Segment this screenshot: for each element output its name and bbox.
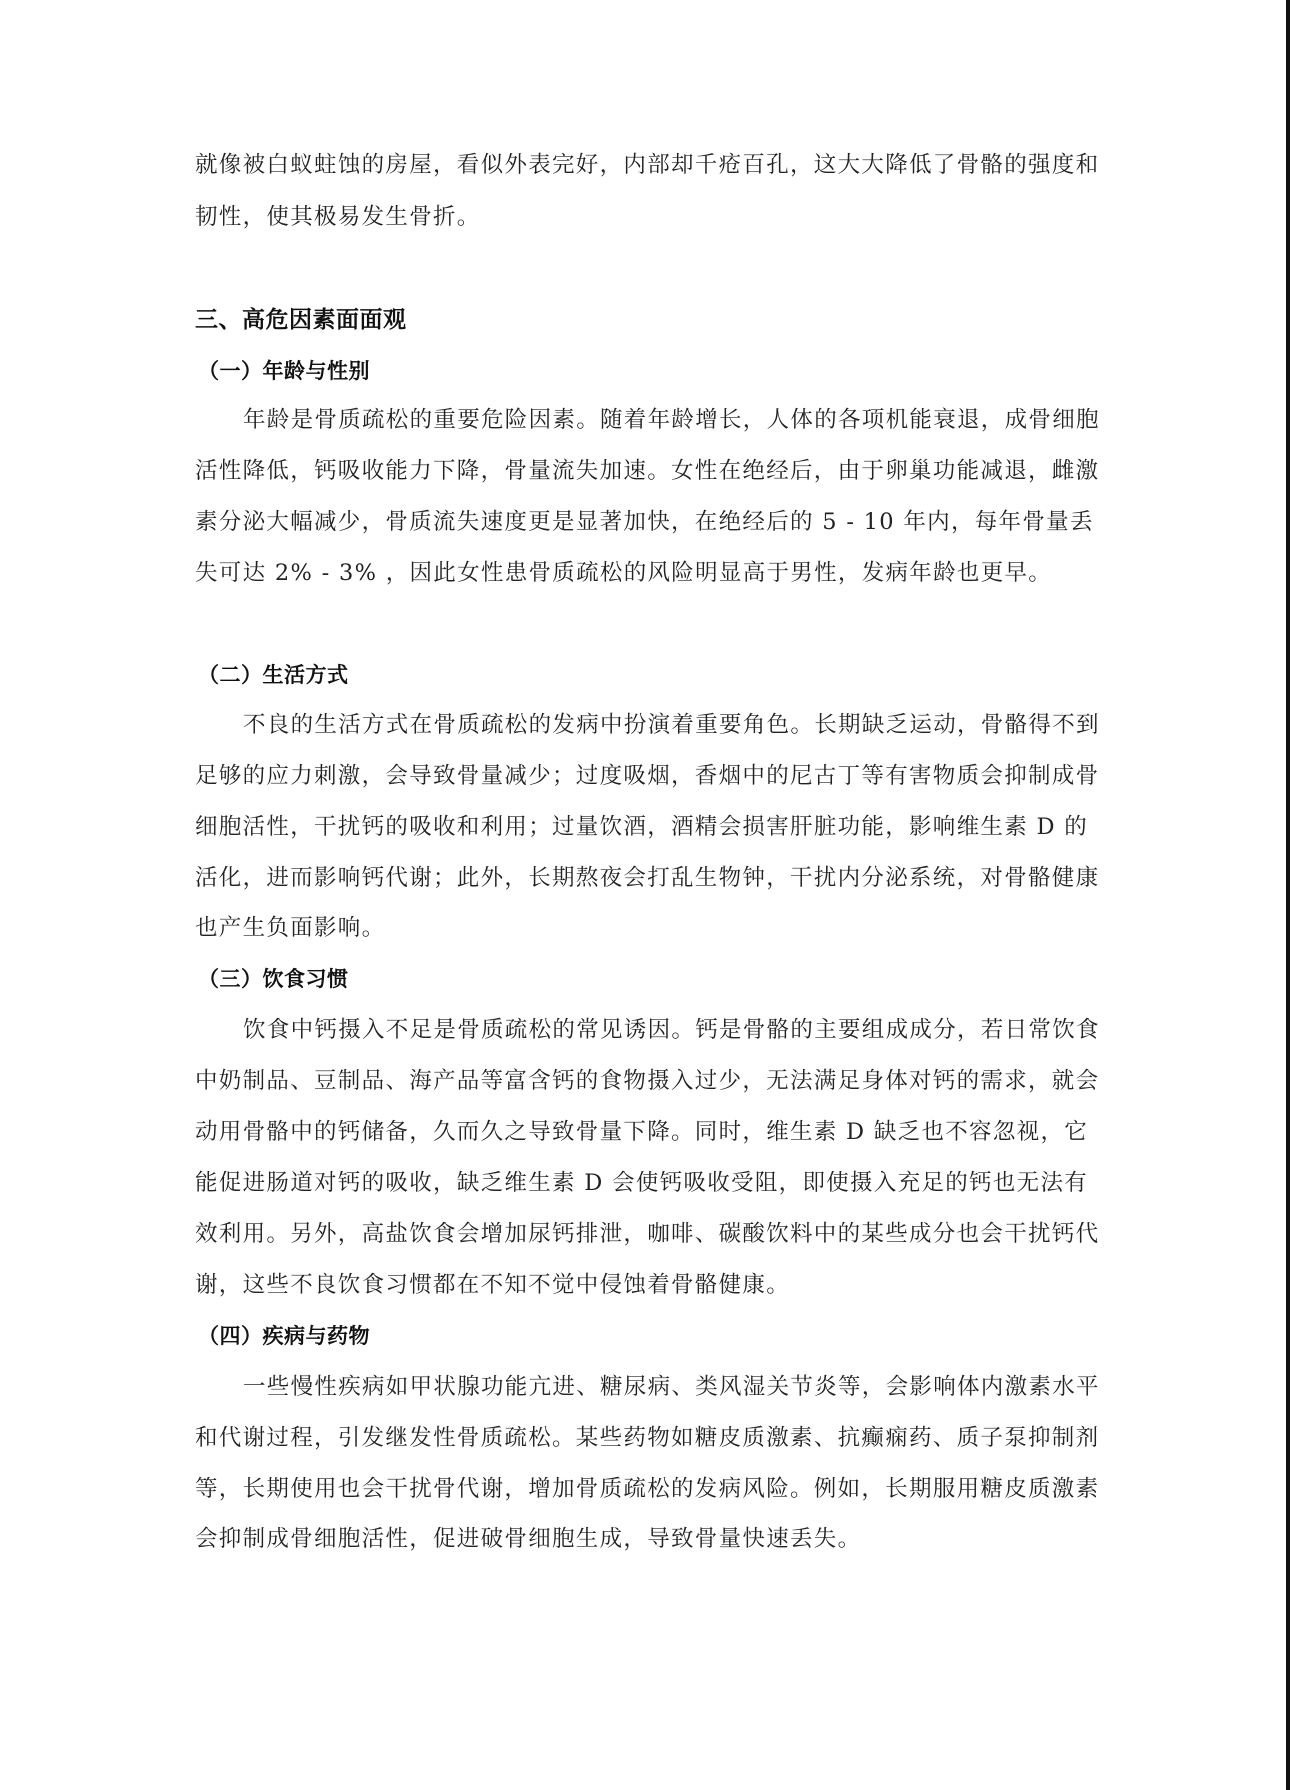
subsection-heading-disease-drugs: （四）疾病与药物	[198, 1324, 370, 1348]
body-text-line: 失可达 2% - 3% ，因此女性患骨质疏松的风险明显高于男性，发病年龄也更早。	[195, 560, 1053, 586]
page-right-border	[1286, 0, 1290, 1790]
body-text-line: 活性降低，钙吸收能力下降，骨量流失加速。女性在绝经后，由于卵巢功能减退，雌激	[195, 458, 1100, 484]
body-text-line: 细胞活性，干扰钙的吸收和利用；过量饮酒，酒精会损害肝脏功能，影响维生素 D 的	[195, 814, 1089, 840]
subsection-heading-diet: （三）饮食习惯	[198, 967, 349, 991]
body-text-line: 会抑制成骨细胞活性，促进破骨细胞生成，导致骨量快速丢失。	[195, 1526, 862, 1552]
body-text-line: 活化，进而影响钙代谢；此外，长期熬夜会打乱生物钟，干扰内分泌系统，对骨骼健康	[195, 865, 1100, 891]
body-text-line: 谢，这些不良饮食习惯都在不知不觉中侵蚀着骨骼健康。	[195, 1272, 791, 1298]
body-text-line: 就像被白蚁蛀蚀的房屋，看似外表完好，内部却千疮百孔，这大大降低了骨骼的强度和	[195, 152, 1100, 178]
subsection-heading-age-sex: （一）年龄与性别	[198, 359, 370, 383]
body-text-line: 等，长期使用也会干扰骨代谢，增加骨质疏松的发病风险。例如，长期服用糖皮质激素	[195, 1476, 1100, 1502]
body-text-line: 和代谢过程，引发继发性骨质疏松。某些药物如糖皮质激素、抗癫痫药、质子泵抑制剂	[195, 1425, 1100, 1451]
body-text-line: 效利用。另外，高盐饮食会增加尿钙排泄，咖啡、碳酸饮料中的某些成分也会干扰钙代	[195, 1221, 1100, 1247]
body-text-line: 饮食中钙摄入不足是骨质疏松的常见诱因。钙是骨骼的主要组成成分，若日常饮食	[243, 1017, 1100, 1043]
body-text-line: 一些慢性疾病如甲状腺功能亢进、糖尿病、类风湿关节炎等，会影响体内激素水平	[243, 1374, 1100, 1400]
body-text-line: 韧性，使其极易发生骨折。	[195, 204, 481, 230]
body-text-line: 足够的应力刺激，会导致骨量减少；过度吸烟，香烟中的尼古丁等有害物质会抑制成骨	[195, 763, 1100, 789]
body-text-line: 也产生负面影响。	[195, 915, 386, 941]
body-text-line: 年龄是骨质疏松的重要危险因素。随着年龄增长，人体的各项机能衰退，成骨细胞	[243, 407, 1100, 433]
body-text-line: 不良的生活方式在骨质疏松的发病中扮演着重要角色。长期缺乏运动，骨骼得不到	[243, 712, 1100, 738]
subsection-heading-lifestyle: （二）生活方式	[198, 663, 349, 687]
section-heading: 三、高危因素面面观	[195, 307, 407, 333]
body-text-line: 中奶制品、豆制品、海产品等富含钙的食物摄入过少，无法满足身体对钙的需求，就会	[195, 1068, 1100, 1094]
body-text-line: 素分泌大幅减少，骨质流失速度更是显著加快，在绝经后的 5 - 10 年内，每年骨量丢	[195, 509, 1094, 535]
body-text-line: 动用骨骼中的钙储备，久而久之导致骨量下降。同时，维生素 D 缺乏也不容忽视，它	[195, 1119, 1089, 1145]
body-text-line: 能促进肠道对钙的吸收，缺乏维生素 D 会使钙吸收受阻，即使摄入充足的钙也无法有	[195, 1170, 1089, 1196]
